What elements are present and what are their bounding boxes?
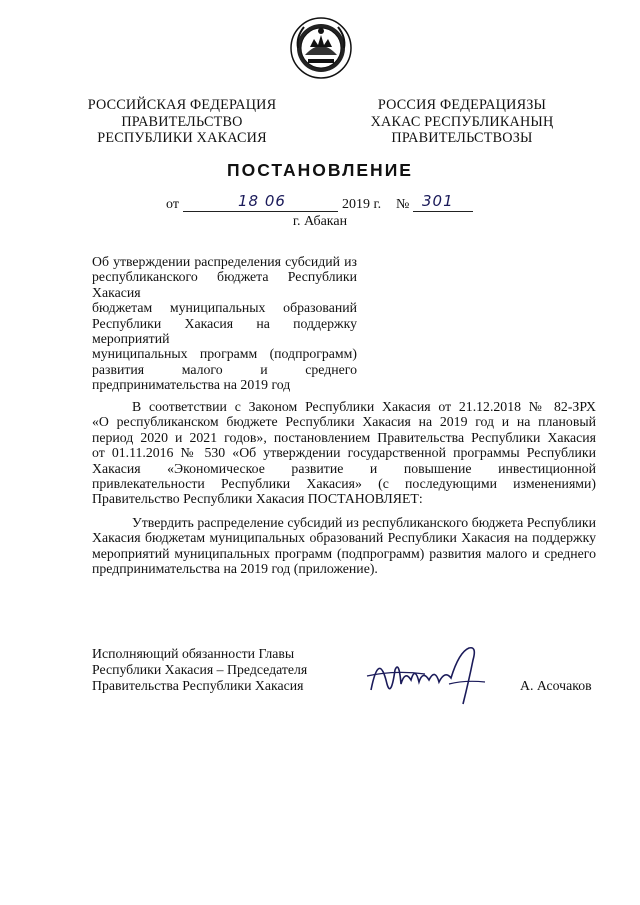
paragraph-line: «О республиканском бюджете Республики Хакасия на 2019 год и на плановый (92, 414, 596, 430)
paragraph-line: период 2020 и 2021 годов», постановлением Правительства Республики Хакасия (92, 429, 596, 445)
paragraph-line: Хакасия бюджетам муниципальных образований Республики Хакасия на поддержку (92, 530, 596, 546)
header-right-line: ПРАВИТЕЛЬСТВОЗЫ (391, 130, 533, 146)
number-prefix: № (396, 197, 410, 212)
city: г. Абакан (292, 214, 348, 229)
paragraph-line: В соответствии с Законом Республики Хакасия от 21.12.2018 № 82-ЗРХ (132, 399, 596, 414)
header-right-line: ХАКАС РЕСПУБЛИКАНЫҢ (370, 113, 554, 130)
signatory-title (92, 646, 307, 694)
paragraph-line: Хакасия «Экономическое развитие и повышение инвестиционной (92, 460, 596, 476)
paragraph-line: привлекательности Республики Хакасия» (с последующими изменениями) (92, 476, 596, 492)
signatory-name: А. Асочаков (520, 678, 592, 693)
paragraph-line: предпринимательства на 2019 год (приложение). (92, 561, 378, 577)
header-right-line: РОССИЯ ФЕДЕРАЦИЯЗЫ (377, 97, 547, 113)
document-subject (92, 254, 357, 393)
header-left-line: РЕСПУБЛИКИ ХАКАСИЯ (97, 130, 267, 146)
signatory-line: Исполняющий обязанности Главы (92, 646, 295, 661)
paragraph-line: мероприятий муниципальных программ (подпрограмм) развития малого и среднего (92, 545, 596, 561)
number-handwritten: 301 (422, 192, 454, 210)
preamble-paragraph (92, 399, 596, 507)
signatory-line: Республики Хакасия – Председателя (92, 662, 308, 677)
header-right (362, 97, 562, 147)
date-prefix: от (166, 197, 179, 212)
date-year: 2019 г. (342, 197, 382, 212)
handwritten-signature (365, 640, 505, 710)
subject-line: республиканского бюджета Республики Хакасия (92, 269, 357, 300)
signatory-line: Правительства Республики Хакасия (92, 678, 304, 693)
subject-line: муниципальных программ (подпрограмм) (92, 346, 357, 362)
resolution-paragraph (92, 515, 596, 577)
subject-line: Об утверждении распределения субсидий из (92, 254, 357, 269)
subject-line: предпринимательства на 2019 год (92, 377, 291, 393)
date-handwritten: 18 06 (238, 192, 286, 210)
coat-of-arms-emblem (290, 17, 352, 79)
header-left-line: РОССИЙСКАЯ ФЕДЕРАЦИЯ (87, 97, 277, 113)
subject-line: развития малого и среднего (92, 361, 357, 377)
document-title: ПОСТАНОВЛЕНИЕ (227, 160, 413, 180)
subject-line: Республики Хакасия на поддержку мероприятий (92, 315, 357, 347)
header-left (82, 97, 282, 147)
paragraph-line: Правительство Республики Хакасия ПОСТАНОВЛЯЕТ: (92, 491, 423, 507)
header-left-line: ПРАВИТЕЛЬСТВО (121, 113, 243, 130)
paragraph-line: Утвердить распределение субсидий из республиканского бюджета Республики (132, 515, 596, 530)
subject-line: бюджетам муниципальных образований (92, 300, 357, 316)
paragraph-line: от 01.11.2016 № 530 «Об утверждении государственной программы Республики (92, 445, 596, 461)
